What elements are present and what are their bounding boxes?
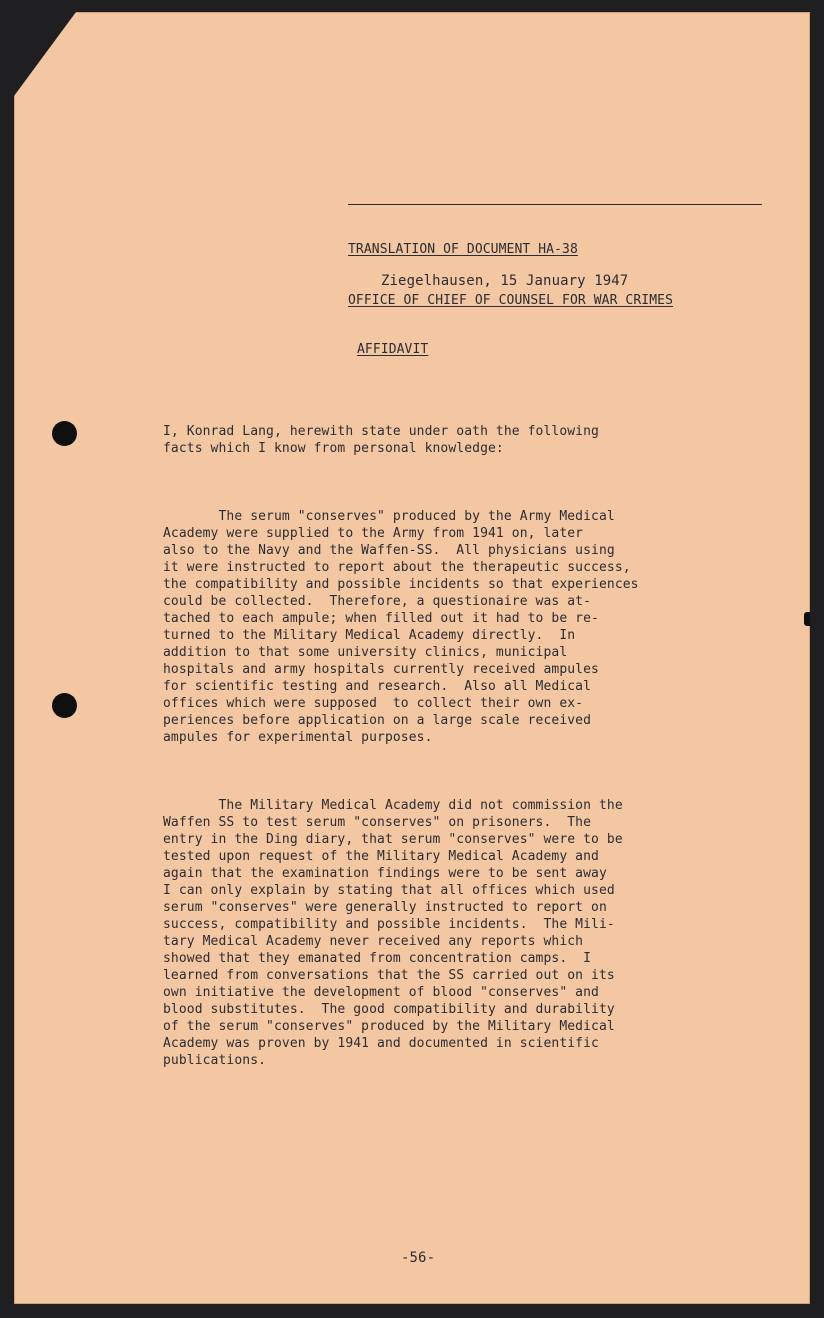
dateline: Ziegelhausen, 15 January 1947 — [381, 273, 629, 289]
folded-corner — [14, 12, 76, 96]
punch-hole — [52, 421, 77, 446]
intro-paragraph: I, Konrad Lang, herewith state under oath the following facts which I know from personal knowledge: — [163, 424, 599, 456]
document-title: AFFIDAVIT — [357, 342, 429, 357]
header-translation-line: TRANSLATION OF DOCUMENT HA-38 — [348, 242, 578, 257]
punch-hole — [52, 693, 77, 718]
document-header — [348, 204, 762, 326]
paragraph-serum-supply: The serum "conserves" produced by the Army Medical Academy were supplied to the Army from 1941 on, later also to the Navy and the Waffen-SS. All physicians using it were instructed to report about the therapeutic success, the compatibility and possible incidents so that experiences could be collected. Therefore, a questionaire was at- tached to each ampule; when filled out it had to be re- turned to the Military Medical Academy directly. In addition to that some university clinics, municipal hospitals and army hospitals currently received ampules for scientific testing and research. Also all Medical offices which were supposed to collect their own ex- periences before application on a large scale received ampules for experimental purposes. — [163, 509, 639, 745]
header-office-line: OFFICE OF CHIEF OF COUNSEL FOR WAR CRIMES — [348, 293, 673, 308]
affidavit-body — [163, 389, 639, 1086]
paragraph-waffen-ss: The Military Medical Academy did not commission the Waffen SS to test serum "conserves" on prisoners. The entry in the Ding diary, that serum "conserves" were to be tested upon request of the Military Medical Academy and again that the examination findings were to be sent away I can only explain by stating that all offices which used serum "conserves" were generally instructed to report on success, compatibility and possible incidents. The Mili- tary Medical Academy never received any reports which showed that they emanated from concentration camps. I learned from conversations that the SS carried out on its own initiative the development of blood "conserves" and blood substitutes. The good compatibility and durability of the serum "conserves" produced by the Military Medical Academy was proven by 1941 and documented in scientific publications. — [163, 798, 623, 1068]
page-number: -56- — [401, 1250, 436, 1266]
edge-mark — [804, 612, 810, 626]
